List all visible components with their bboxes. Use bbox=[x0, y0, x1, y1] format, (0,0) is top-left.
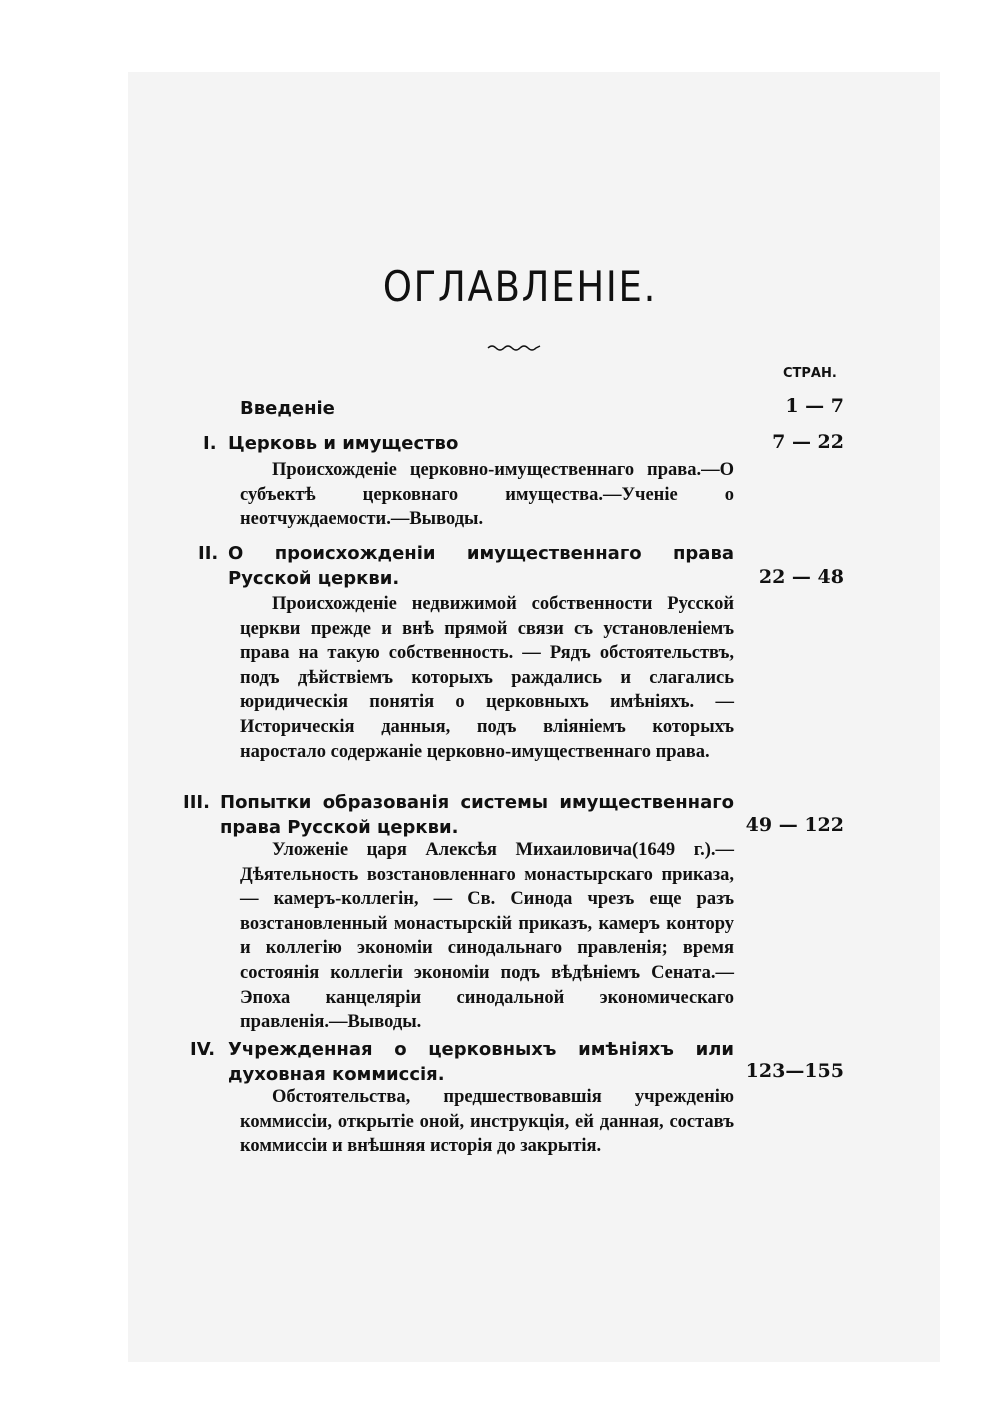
ornament-divider bbox=[486, 342, 542, 352]
pages-column-label: СТРАН. bbox=[783, 366, 837, 381]
entry-description-3 bbox=[240, 838, 734, 1035]
entry-title-1: Церковь и имущество bbox=[228, 433, 459, 454]
entry-number-1: I. bbox=[203, 433, 217, 454]
entry-description-4-text: Обстоятельства, предшествовавшія учрежденію коммиссіи, открытіе оной, инструкція, ей данная, составъ коммиссіи и внѣшняя исторія до закрытія. bbox=[240, 1087, 734, 1157]
entry-title-2: О происхожденіи имущественнаго права Русской церкви. bbox=[228, 543, 734, 589]
entry-description-1-text: Происхожденіе церковно-имущественнаго права.—О субъектѣ церковнаго имущества.—Ученіе о неотчуждаемости.—Выводы. bbox=[240, 460, 734, 530]
entry-description-1 bbox=[240, 458, 734, 532]
entry-pages-2: 22 — 48 bbox=[758, 566, 844, 588]
entry-pages-1: 7 — 22 bbox=[772, 431, 844, 453]
entry-pages-3: 49 — 122 bbox=[745, 814, 844, 836]
entry-number-4: IV. bbox=[190, 1039, 216, 1060]
entry-title-3: Попытки образованія системы имущественнаго права Русской церкви. bbox=[220, 792, 734, 838]
entry-pages-introduction: 1 — 7 bbox=[785, 395, 844, 417]
entry-description-2-text: Происхожденіе недвижимой собственности Русской церкви прежде и внѣ прямой связи съ установленіемъ права на такую собственность. — Рядъ обстоятельствъ, подъ дѣйствіемъ которыхъ раждались и слагались юридическія понятія о церковныхъ имѣніяхъ. — Историческія данныя, подъ вліяніемъ которыхъ наростало содержаніе церковно-имущественнаго права. bbox=[240, 594, 734, 762]
entry-pages-4: 123—155 bbox=[745, 1060, 844, 1082]
entry-description-3-text: Уложеніе царя Алексѣя Михаиловича(1649 г.).—Дѣятельность возстановленнаго монастырскаго приказа, — камеръ-коллегін, — Св. Синода чрезъ еще разъ возстановленный монастырскій приказъ, камеръ контору и коллегію экономіи синодальнаго правленія; время состоянія коллегіи экономіи подъ вѣдѣніемъ Сената.—Эпоха канцеляріи синодальной экономическаго правленія.—Выводы. bbox=[240, 840, 734, 1033]
page-title: ОГЛАВЛЕНІЕ. bbox=[382, 262, 658, 311]
entry-number-3: III. bbox=[183, 792, 210, 813]
entry-description-2 bbox=[240, 592, 734, 764]
entry-description-4 bbox=[240, 1085, 734, 1159]
entry-number-2: II. bbox=[198, 543, 219, 564]
entry-title-introduction: Введеніе bbox=[240, 398, 335, 419]
entry-title-4: Учрежденная о церковныхъ имѣніяхъ или духовная коммиссія. bbox=[228, 1039, 734, 1085]
